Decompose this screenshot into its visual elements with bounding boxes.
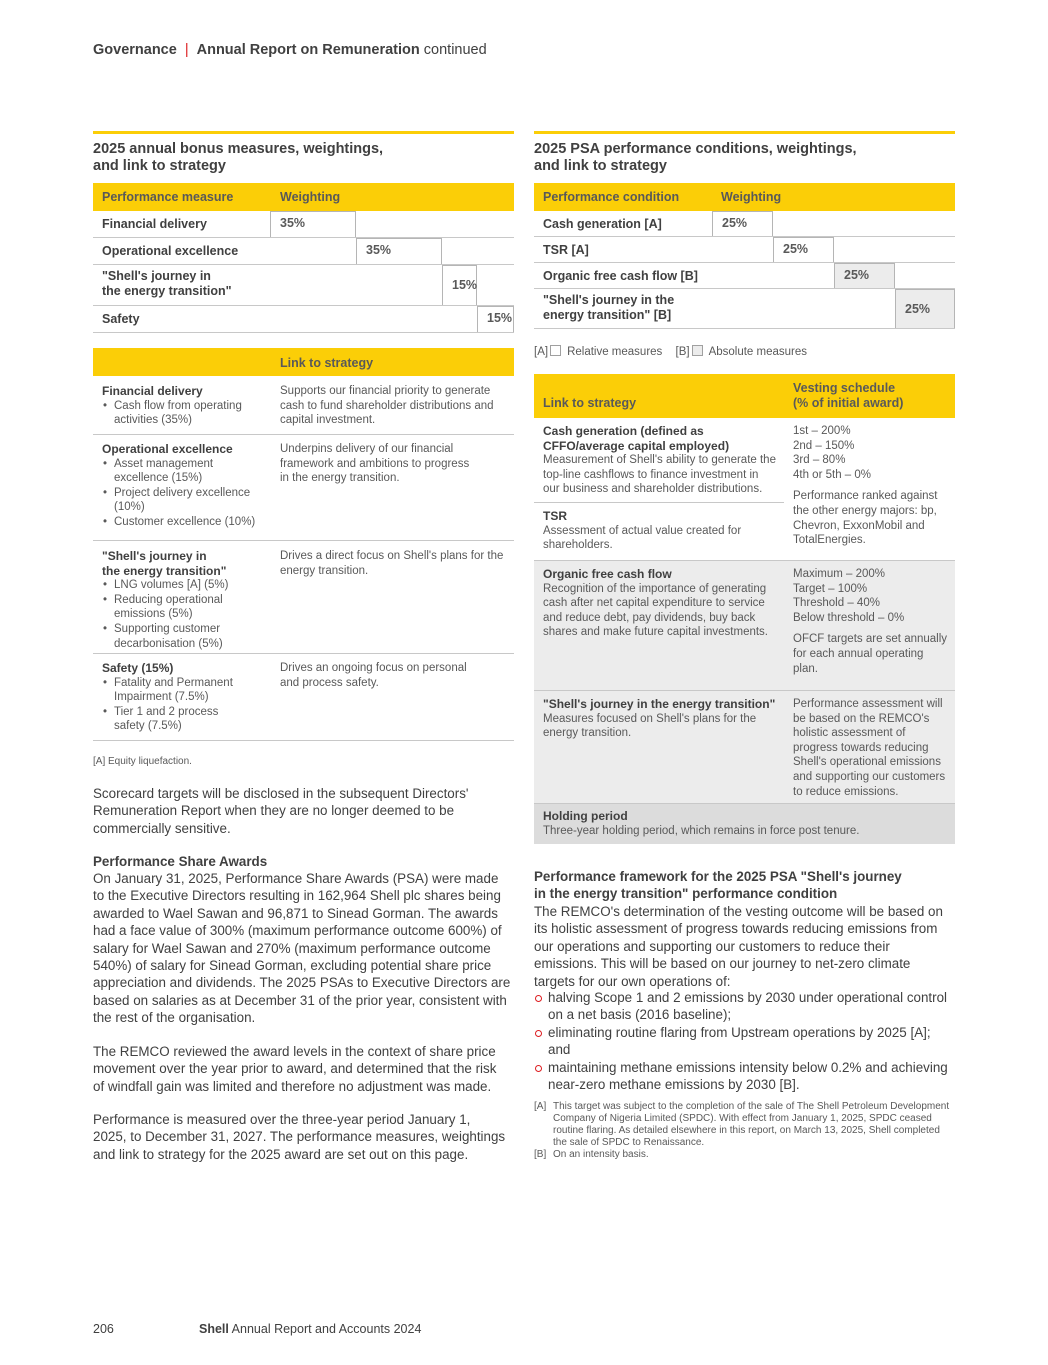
bonus-title-line2: and link to strategy bbox=[93, 158, 226, 174]
col-weighting: Weighting bbox=[721, 190, 782, 204]
col-vesting-schedule bbox=[793, 381, 903, 411]
col-link-to-strategy: Link to strategy bbox=[280, 356, 374, 370]
table-row bbox=[93, 435, 514, 541]
col-weighting: Weighting bbox=[280, 190, 341, 204]
journey-text: Measures focused on Shell's plans for the energy transition. bbox=[543, 712, 757, 740]
bonus-table-header bbox=[93, 183, 514, 211]
framework-heading-line1: Performance framework for the 2025 PSA "Shell's journey bbox=[534, 869, 902, 884]
vesting-table-header bbox=[534, 374, 955, 418]
footer-brand: Shell bbox=[199, 1322, 229, 1336]
col-vesting-line2: (% of initial award) bbox=[793, 396, 904, 410]
psa-weighting-table bbox=[534, 183, 955, 329]
framework-heading bbox=[534, 868, 954, 903]
cashgen-heading: Cash generation (defined as CFFO/average capital employed) bbox=[543, 424, 730, 453]
psa-paragraph-1: On January 31, 2025, Performance Share Awards (PSA) were made to the Executive Directors resulting in 162,964 Shell plc shares being awarded to Wael Sawan and 96,871 to Sinead Gorman. The awards had a face value of 300% (maximum performance outcome 600%) of salary for Wael Sawan and 270% (maximum performance outcome 540%) of salary for Sinead Gorman, excluding potential share price appreciation and dividends. The 2025 PSAs to Executive Directors are based on salaries as at December 31 of the prior year, consistent with the rest of the organisation. bbox=[93, 871, 511, 1026]
list-item: • Supporting customer decarbonisation (5%) bbox=[102, 622, 252, 651]
psa-title-rule bbox=[534, 131, 955, 134]
condition-label: Organic free cash flow [B] bbox=[543, 269, 698, 283]
table-row bbox=[534, 237, 955, 263]
psa-paragraph-2: The REMCO reviewed the award levels in the context of share price movement over the year prior to award, and determined that the risk of windfall gain was limited and therefore no adjustment was made. bbox=[93, 1044, 497, 1094]
tsr-text: Assessment of actual value created for shareholders. bbox=[543, 524, 742, 552]
scorecard-paragraph: Scorecard targets will be disclosed in the subsequent Directors' Remuneration Report when they are no longer deemed to be commercially sensitive. bbox=[93, 786, 469, 836]
measure-label: Safety bbox=[102, 312, 140, 326]
holding-cell bbox=[543, 809, 953, 838]
table-row bbox=[534, 211, 955, 237]
list-item: • Customer excellence (10%) bbox=[102, 515, 262, 530]
framework-heading-line2: in the energy transition" performance condition bbox=[534, 886, 838, 902]
framework-intro: The REMCO's determination of the vesting outcome will be based on its holistic assessment of progress towards reducing emissions from our operations and supporting our customers to reduce their emissions. This will be based on our journey to net-zero climate targets for our own operations of: bbox=[534, 904, 943, 989]
measure-label bbox=[102, 269, 232, 299]
header-separator: | bbox=[184, 42, 189, 58]
measure-label-line1: "Shell's journey in bbox=[102, 269, 211, 283]
link-row-heading-line2: the energy transition" bbox=[102, 563, 227, 578]
absolute-swatch bbox=[692, 345, 703, 356]
footnote-a bbox=[534, 1101, 952, 1149]
ofcf-schedule-cell bbox=[793, 567, 948, 676]
continued-label: continued bbox=[423, 42, 487, 58]
holding-text: Three-year holding period, which remains in force post tenure. bbox=[543, 824, 860, 837]
journey-schedule-cell: Performance assessment will be based on the REMCO's holistic assessment of progress towards reducing Shell's operational emissions and supporting our customers to reduce emissions. bbox=[793, 698, 946, 798]
cashgen-cell bbox=[543, 424, 778, 497]
schedule-item: 2nd – 150% bbox=[793, 439, 855, 452]
measure-label-line2: the energy transition" bbox=[102, 284, 232, 298]
schedule-item: Threshold – 40% bbox=[793, 597, 880, 610]
tsr-heading: TSR bbox=[543, 509, 567, 523]
schedule-item: 4th or 5th – 0% bbox=[793, 468, 871, 481]
schedule-item: 3rd – 80% bbox=[793, 454, 846, 467]
table-row bbox=[534, 263, 955, 289]
measure-legend bbox=[534, 345, 807, 358]
list-item: • Asset management excellence (15%) bbox=[102, 457, 262, 486]
bonus-title bbox=[93, 141, 383, 175]
link-row-strategy: Drives an ongoing focus on personal and process safety. bbox=[280, 662, 467, 689]
ofcf-heading: Organic free cash flow bbox=[543, 567, 672, 581]
framework-footnotes bbox=[534, 1101, 952, 1161]
legend-absolute: Absolute measures bbox=[708, 346, 808, 358]
journey-heading: "Shell's journey in the energy transition" bbox=[543, 697, 776, 711]
schedule-item: Maximum – 200% bbox=[793, 568, 886, 580]
row-divider bbox=[534, 502, 784, 503]
footnote-b bbox=[534, 1149, 952, 1161]
bonus-footnote: [A] Equity liquefaction. bbox=[93, 756, 192, 767]
list-item: maintaining methane emissions intensity below 0.2% and achieving near-zero methane emissions by 2030 [B]. bbox=[534, 1059, 954, 1094]
list-item: • Project delivery excellence (10%) bbox=[102, 486, 262, 515]
psa-table-header bbox=[534, 183, 955, 211]
footnote-a-text: This target was subject to the completion of the sale of The Shell Petroleum Development Company of Nigeria Limited (SPDC). With effect from January 1, 2025, SPDC ceased routine flaring. As detailed elsewhere in this report, on March 13, 2025, Shell completed the sale of SPDC to Renaissance. bbox=[553, 1101, 950, 1148]
relative-swatch bbox=[550, 345, 561, 356]
table-row bbox=[93, 541, 514, 654]
relative-note: Performance ranked against the other energy majors: bp, Chevron, ExxonMobil and TotalEnergies. bbox=[793, 490, 938, 547]
psa-title-line1: 2025 PSA performance conditions, weightings, bbox=[534, 141, 857, 157]
link-row-heading: Financial delivery bbox=[102, 384, 203, 398]
section-name: Governance bbox=[93, 42, 177, 58]
link-row-heading-line1: "Shell's journey in bbox=[102, 549, 207, 563]
ofcf-cell bbox=[543, 567, 773, 640]
table-row bbox=[93, 376, 514, 435]
condition-label-line2: energy transition" [B] bbox=[543, 308, 672, 322]
holding-heading: Holding period bbox=[543, 809, 628, 823]
condition-label bbox=[543, 293, 674, 323]
footer-report-title: Annual Report and Accounts 2024 bbox=[231, 1322, 422, 1336]
legend-relative: Relative measures bbox=[567, 346, 663, 358]
holding-row bbox=[534, 803, 955, 844]
psa-paragraph-3: Performance is measured over the three-year period January 1, 2025, to December 31, 2027. The performance measures, weightings and link to strategy for the 2025 award are set out on this page. bbox=[93, 1112, 506, 1162]
ofcf-row bbox=[534, 560, 955, 690]
bonus-weighting-table bbox=[93, 183, 514, 333]
ofcf-text: Recognition of the importance of generating cash after net capital expenditure to service and reduce debt, pay dividends, buy back shares and make future capital investments. bbox=[543, 582, 769, 639]
weight-cell: 25% bbox=[773, 237, 834, 262]
psa-heading: Performance Share Awards bbox=[93, 854, 268, 869]
link-row-measure bbox=[102, 549, 252, 651]
psa-title bbox=[534, 141, 857, 175]
link-row-strategy: Underpins delivery of our financial framework and ambitions to progress in the energy transition. bbox=[280, 443, 470, 485]
bonus-title-rule bbox=[93, 131, 514, 134]
ofcf-note: OFCF targets are set annually for each annual operating plan. bbox=[793, 633, 948, 675]
weight-cell: 35% bbox=[270, 211, 356, 237]
schedule-item: 1st – 200% bbox=[793, 425, 851, 437]
page-number: 206 bbox=[93, 1322, 114, 1336]
weight-cell: 25% bbox=[712, 211, 773, 236]
col-performance-measure: Performance measure bbox=[102, 190, 234, 204]
condition-label: Cash generation [A] bbox=[543, 217, 662, 231]
weight-cell: 15% bbox=[477, 306, 514, 332]
link-row-strategy: Drives a direct focus on Shell's plans for the energy transition. bbox=[280, 550, 504, 577]
condition-label-line1: "Shell's journey in the bbox=[543, 293, 675, 307]
list-item: halving Scope 1 and 2 emissions by 2030 under operational control on a net basis (2016 baseline); bbox=[534, 989, 954, 1024]
bonus-link-table bbox=[93, 348, 514, 741]
table-row bbox=[93, 265, 514, 306]
link-row-measure bbox=[102, 661, 252, 734]
report-title: Annual Report on Remuneration bbox=[196, 42, 420, 58]
list-item: • Tier 1 and 2 process safety (7.5%) bbox=[102, 705, 252, 734]
table-row bbox=[534, 289, 955, 329]
tsr-cell bbox=[543, 509, 773, 553]
legend-a-tag: [A] bbox=[534, 346, 549, 358]
link-row-measure bbox=[102, 442, 262, 530]
measure-label: Operational excellence bbox=[102, 244, 239, 258]
link-row-heading: Safety (15%) bbox=[102, 661, 174, 675]
link-table-header bbox=[93, 348, 514, 376]
page-header bbox=[93, 42, 487, 58]
table-row bbox=[93, 654, 514, 741]
table-row bbox=[93, 306, 514, 333]
list-item: • Fatality and Permanent Impairment (7.5%) bbox=[102, 676, 252, 705]
link-row-measure bbox=[102, 384, 262, 428]
bonus-title-line1: 2025 annual bonus measures, weightings, bbox=[93, 141, 384, 157]
condition-label: TSR [A] bbox=[543, 243, 589, 257]
col-performance-condition: Performance condition bbox=[543, 190, 680, 204]
schedule-item: Target – 100% bbox=[793, 582, 868, 595]
link-row-strategy: Supports our financial priority to generate cash to fund shareholder distributions and capital investment. bbox=[280, 385, 494, 427]
list-item: • Cash flow from operating activities (35%) bbox=[102, 399, 262, 428]
weight-cell: 35% bbox=[356, 238, 442, 264]
legend-b-tag: [B] bbox=[675, 346, 690, 358]
list-item: • Reducing operational emissions (5%) bbox=[102, 593, 252, 622]
framework-targets-list bbox=[534, 989, 954, 1093]
journey-cell bbox=[543, 697, 783, 741]
link-row-heading: Operational excellence bbox=[102, 442, 233, 456]
table-row bbox=[93, 238, 514, 265]
footnote-b-text: On an intensity basis. bbox=[553, 1149, 649, 1160]
psa-title-line2: and link to strategy bbox=[534, 158, 667, 174]
measure-label: Financial delivery bbox=[102, 217, 207, 231]
col-link-to-strategy: Link to strategy bbox=[543, 396, 637, 410]
list-item: eliminating routine flaring from Upstream operations by 2025 [A]; and bbox=[534, 1024, 954, 1059]
psa-vesting-table bbox=[534, 374, 955, 844]
footer-title bbox=[199, 1322, 421, 1336]
table-row bbox=[93, 211, 514, 238]
col-vesting-line1: Vesting schedule bbox=[793, 381, 896, 395]
schedule-item: Below threshold – 0% bbox=[793, 611, 905, 624]
weight-cell: 25% bbox=[895, 289, 955, 328]
relative-schedule-cell bbox=[793, 424, 948, 548]
cashgen-text: Measurement of Shell's ability to generate the top-line cashflows to finance investment in our business and shareholder distributions. bbox=[543, 454, 776, 496]
journey-row bbox=[534, 690, 955, 803]
footnote-a-tag: [A] bbox=[534, 1101, 547, 1112]
footnote-b-tag: [B] bbox=[534, 1149, 547, 1160]
list-item: • LNG volumes [A] (5%) bbox=[102, 578, 252, 593]
weight-cell: 15% bbox=[442, 265, 477, 305]
weight-cell: 25% bbox=[834, 263, 895, 288]
